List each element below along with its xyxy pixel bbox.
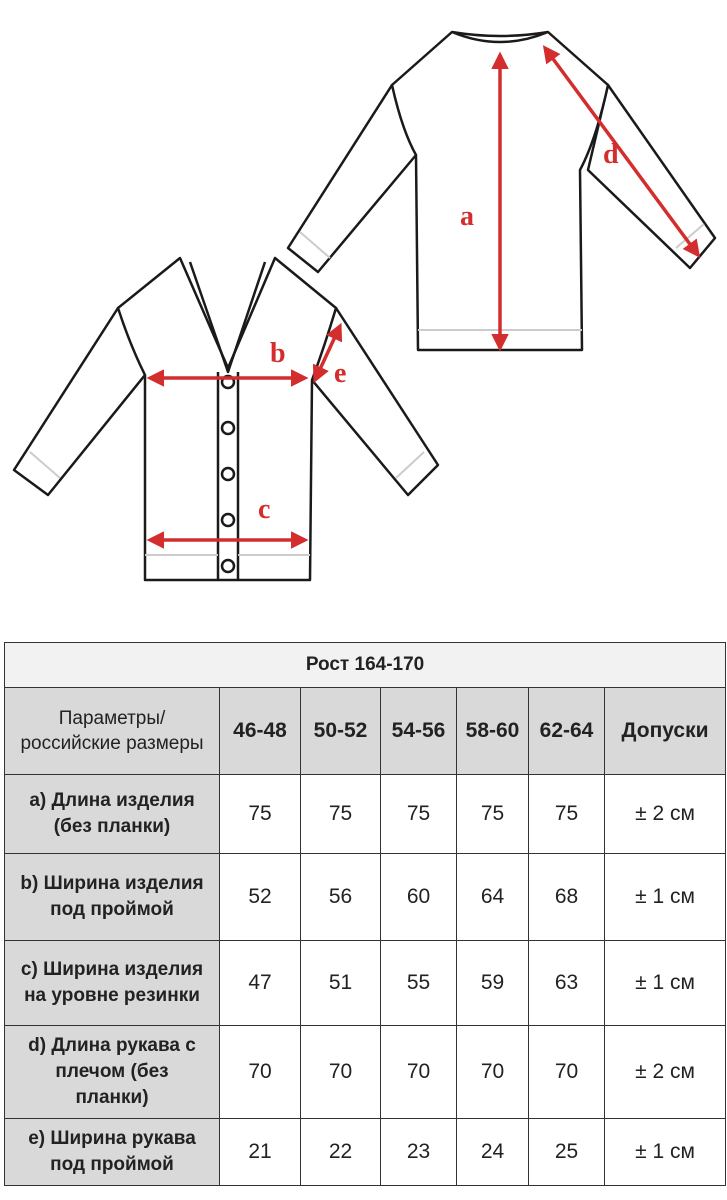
table-cell: 70	[381, 1026, 457, 1119]
size-header: 46-48	[220, 688, 301, 775]
table-cell: 55	[381, 941, 457, 1026]
param-header: Параметры/ российские размеры	[5, 688, 220, 775]
table-row	[5, 854, 726, 941]
table-cell: 70	[529, 1026, 605, 1119]
size-header: 58-60	[457, 688, 529, 775]
button-3	[222, 468, 234, 480]
table-header-row	[5, 688, 726, 775]
table-cell: 51	[301, 941, 381, 1026]
table-title: Рост 164-170	[5, 643, 726, 688]
table-cell: 70	[220, 1026, 301, 1119]
table-cell: 68	[529, 854, 605, 941]
table-row	[5, 1119, 726, 1186]
size-header: 62-64	[529, 688, 605, 775]
row-label: b) Ширина изделия под проймой	[5, 854, 220, 941]
label-d: d	[603, 139, 619, 170]
table-cell: 63	[529, 941, 605, 1026]
table-cell: 64	[457, 854, 529, 941]
table-row	[5, 941, 726, 1026]
tolerance-cell: ± 2 см	[605, 775, 726, 854]
table-cell: 59	[457, 941, 529, 1026]
table-cell: 75	[529, 775, 605, 854]
table-cell: 47	[220, 941, 301, 1026]
label-c: c	[258, 494, 271, 525]
table-cell: 60	[381, 854, 457, 941]
table-cell: 23	[381, 1119, 457, 1186]
label-b: b	[270, 338, 286, 369]
size-table	[4, 642, 726, 1186]
row-label: c) Ширина изделия на уровне резинки	[5, 941, 220, 1026]
cardigan-front-view	[14, 258, 438, 580]
row-label: d) Длина рукава с плечом (без планки)	[5, 1026, 220, 1119]
button-2	[222, 422, 234, 434]
table-cell: 75	[301, 775, 381, 854]
tolerance-header: Допуски	[605, 688, 726, 775]
label-e: e	[334, 358, 347, 389]
tolerance-cell: ± 1 см	[605, 1119, 726, 1186]
row-label: e) Ширина рукава под проймой	[5, 1119, 220, 1186]
table-cell: 56	[301, 854, 381, 941]
tolerance-cell: ± 2 см	[605, 1026, 726, 1119]
size-header: 50-52	[301, 688, 381, 775]
tolerance-cell: ± 1 см	[605, 941, 726, 1026]
label-a: a	[460, 201, 474, 232]
table-cell: 25	[529, 1119, 605, 1186]
table-cell: 21	[220, 1119, 301, 1186]
button-5	[222, 560, 234, 572]
table-row	[5, 1026, 726, 1119]
tolerance-cell: ± 1 см	[605, 854, 726, 941]
size-header: 54-56	[381, 688, 457, 775]
table-cell: 75	[220, 775, 301, 854]
table-row	[5, 775, 726, 854]
table-cell: 70	[301, 1026, 381, 1119]
table-cell: 70	[457, 1026, 529, 1119]
table-cell: 75	[381, 775, 457, 854]
table-cell: 75	[457, 775, 529, 854]
table-cell: 24	[457, 1119, 529, 1186]
table-cell: 52	[220, 854, 301, 941]
table-cell: 22	[301, 1119, 381, 1186]
row-label: a) Длина изделия (без планки)	[5, 775, 220, 854]
button-4	[222, 514, 234, 526]
